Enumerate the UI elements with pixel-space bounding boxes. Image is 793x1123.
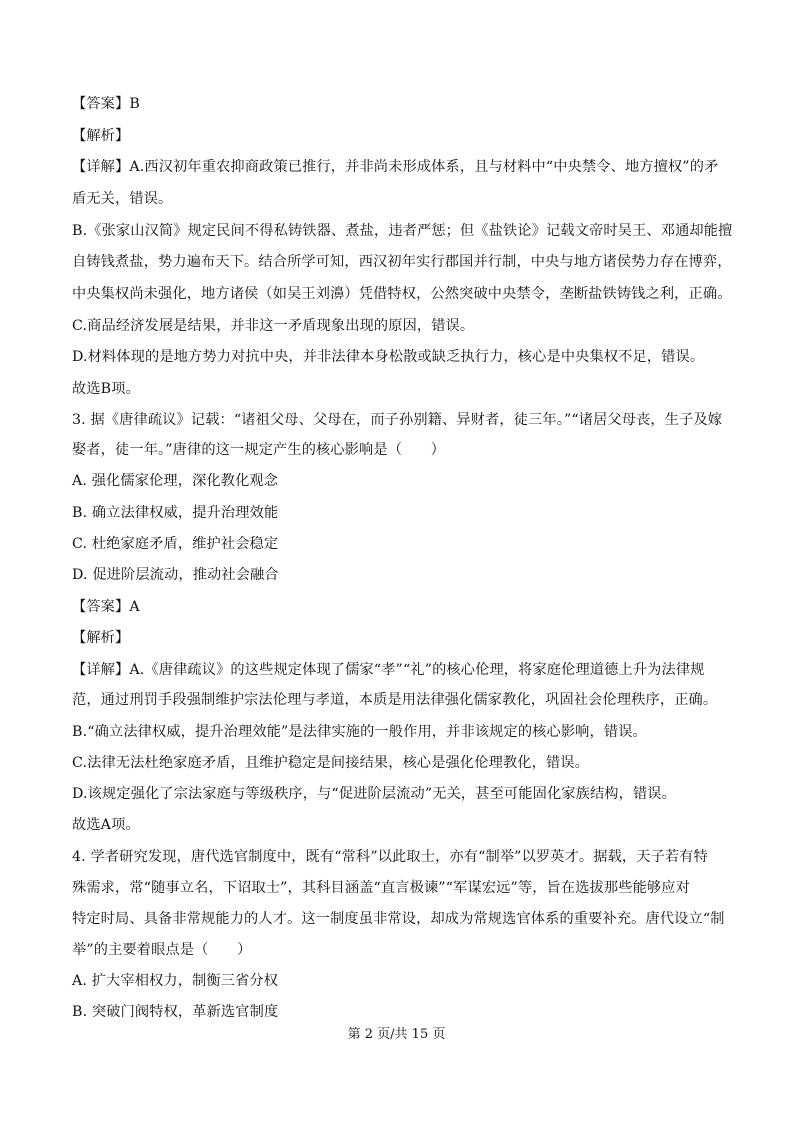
q3-option-a: A. 强化儒家伦理，深化教化观念 (72, 473, 279, 489)
q3-answer: 【答案】A (72, 599, 140, 615)
q3-option-b: B. 确立法律权威，提升治理效能 (72, 505, 279, 521)
q3-analysis-line: 【详解】A.《唐律疏议》的这些规定体现了儒家“孝”“礼”的核心伦理，将家庭伦理道德上升为法律规 (72, 662, 705, 678)
q2-analysis-line: D.材料体现的是地方势力对抗中央，并非法律本身松散或缺乏执行力，核心是中央集权不足，错误。 (72, 349, 705, 365)
q2-analysis-line: B.《张家山汉简》规定民间不得私铸铁器、煮盐，违者严惩；但《盐铁论》记载文帝时吴王、邓通却能擅 (72, 223, 733, 239)
q3-option-c: C. 杜绝家庭矛盾，维护社会稳定 (72, 536, 279, 552)
q3-option-d: D. 促进阶层流动，推动社会融合 (72, 567, 279, 583)
q4-stem-line: 殊需求，常“随事立名，下诏取士”，其科目涵盖“直言极谏”“军谋宏远”等，旨在选拔那些能够应对 (72, 880, 690, 896)
q3-analysis-line: B.“确立法律权威，提升治理效能”是法律实施的一般作用，并非该规定的核心影响，错误。 (72, 724, 647, 740)
q4-option-a: A. 扩大宰相权力，制衡三省分权 (72, 973, 279, 989)
q2-analysis-line: 中央集权尚未强化，地方诸侯（如吴王刘濞）凭借特权，公然突破中央禁令，垄断盐铁铸钱之利，正确。 (72, 286, 732, 302)
q3-conclusion: 故选A项。 (72, 817, 140, 833)
q2-analysis-line: C.商品经济发展是结果，并非这一矛盾现象出现的原因，错误。 (72, 318, 475, 334)
q3-stem-line: 3. 据《唐律疏议》记载：“诸祖父母、父母在，而子孙别籍、异财者，徒三年。”“诸居父母丧，生子及嫁 (72, 412, 723, 428)
q3-stem-line: 娶者，徒一年。”唐律的这一规定产生的核心影响是（ ） (72, 442, 446, 458)
q2-analysis-line: 盾无关，错误。 (72, 191, 173, 207)
q2-analysis-line: 自铸钱煮盐，势力遍布天下。结合所学可知，西汉初年实行郡国并行制，中央与地方诸侯势力存在博弈， (72, 254, 732, 270)
q4-option-b: B. 突破门阀特权，革新选官制度 (72, 1004, 279, 1020)
q3-analysis-label: 【解析】 (72, 630, 130, 646)
q3-analysis-line: D.该规定强化了宗法家庭与等级秩序，与“促进阶层流动”无关，甚至可能固化家族结构，错误。 (72, 786, 676, 802)
q3-analysis-line: 范，通过刑罚手段强制维护宗法伦理与孝道，本质是用法律强化儒家教化，巩固社会伦理秩序，正确。 (72, 692, 718, 708)
q4-stem-line: 特定时局、具备非常规能力的人才。这一制度虽非常设，却成为常规选官体系的重要补充。唐代设立“制 (72, 911, 725, 927)
q4-stem-line: 4. 学者研究发现，唐代选官制度中，既有“常科”以此取士，亦有“制举”以罗英才。据载，天子若有特 (72, 849, 708, 865)
q2-conclusion: 故选B项。 (72, 381, 140, 397)
q2-analysis-line: 【详解】A.西汉初年重农抑商政策已推行，并非尚未形成体系，且与材料中“中央禁令、地方擅权”的矛 (72, 159, 719, 175)
q2-answer: 【答案】B (72, 96, 140, 112)
q2-analysis-label: 【解析】 (72, 128, 130, 144)
q4-stem-line: 举”的主要着眼点是（ ） (72, 942, 252, 958)
q3-analysis-line: C.法律无法杜绝家庭矛盾，且维护稳定是间接结果，核心是强化伦理教化，错误。 (72, 755, 589, 771)
page-number-footer: 第 2 页/共 15 页 (347, 1027, 446, 1042)
